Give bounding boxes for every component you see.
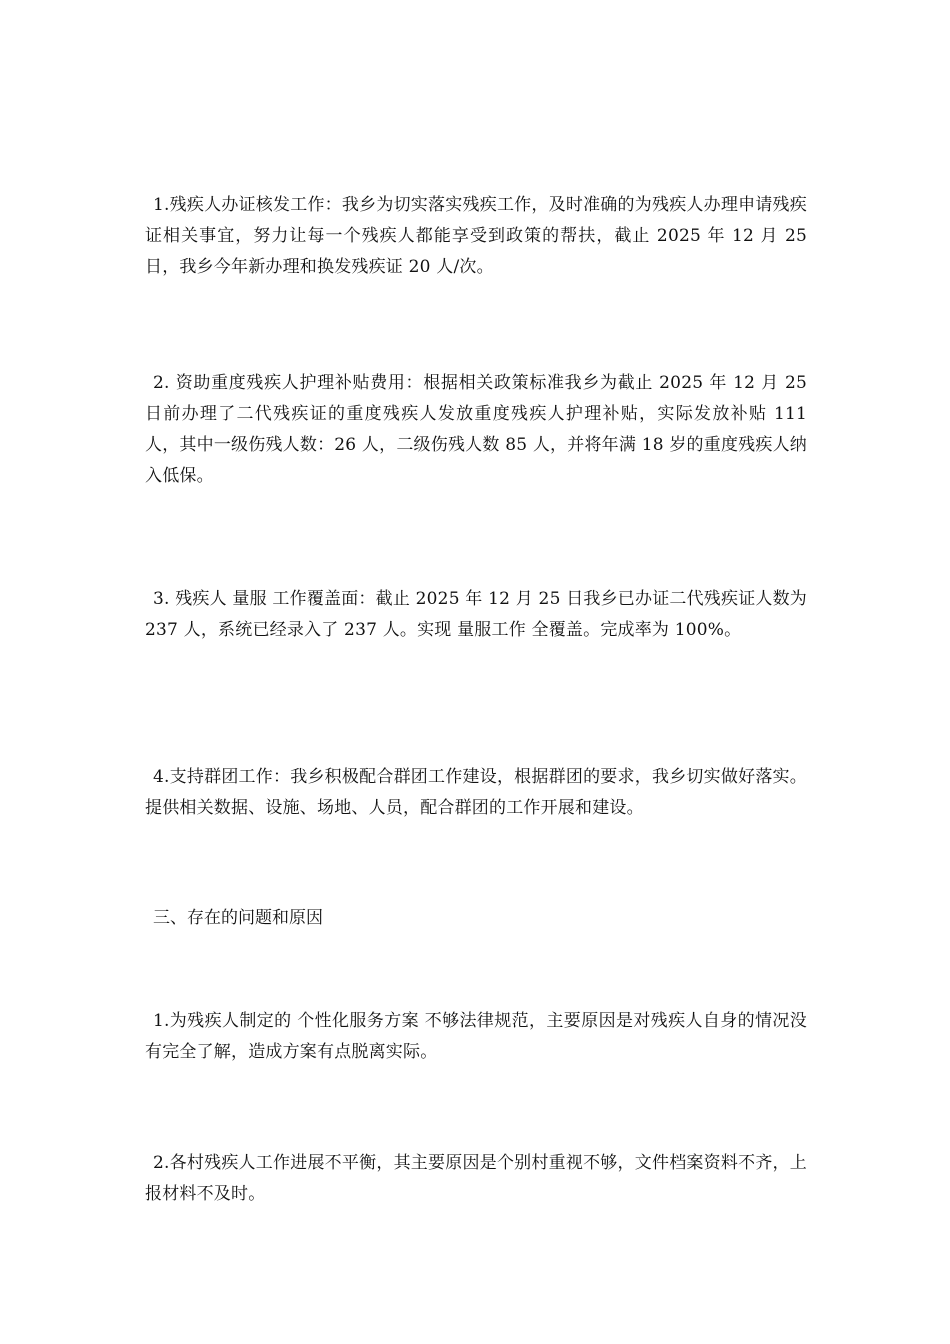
- paragraph-group-support: 4.支持群团工作：我乡积极配合群团工作建设，根据群团的要求，我乡切实做好落实。提供相关数据、设施、场地、人员，配合群团的工作开展和建设。: [145, 767, 807, 818]
- section-heading-problems: 三、存在的问题和原因: [153, 908, 323, 928]
- paragraph-service-coverage: 3. 残疾人 量服 工作覆盖面：截止 2025 年 12 月 25 日我乡已办证二代残疾证人数为 237 人，系统已经录入了 237 人。实现 量服工作 全覆盖。完成率为 100%。: [145, 589, 807, 640]
- paragraph-service-plan-issue: 1.为残疾人制定的 个性化服务方案 不够法律规范，主要原因是对残疾人自身的情况没有完全了解，造成方案有点脱离实际。: [145, 1011, 807, 1062]
- paragraph-care-subsidy: 2. 资助重度残疾人护理补贴费用：根据相关政策标准我乡为截止 2025 年 12 月 25 日前办理了二代残疾证的重度残疾人发放重度残疾人护理补贴，实际发放补贴 111 人，其中一级伤残人数：26 人，二级伤残人数 85 人，并将年满 18 岁的重度残疾人纳入低保。: [145, 373, 807, 486]
- paragraph-village-imbalance: 2.各村残疾人工作进展不平衡，其主要原因是个别村重视不够，文件档案资料不齐，上报材料不及时。: [145, 1153, 807, 1204]
- paragraph-certificate-issuance: 1.残疾人办证核发工作：我乡为切实落实残疾工作，及时准确的为残疾人办理申请残疾证相关事宜，努力让每一个残疾人都能享受到政策的帮扶，截止 2025 年 12 月 25 日，我乡今年新办理和换发残疾证 20 人/次。: [145, 195, 807, 277]
